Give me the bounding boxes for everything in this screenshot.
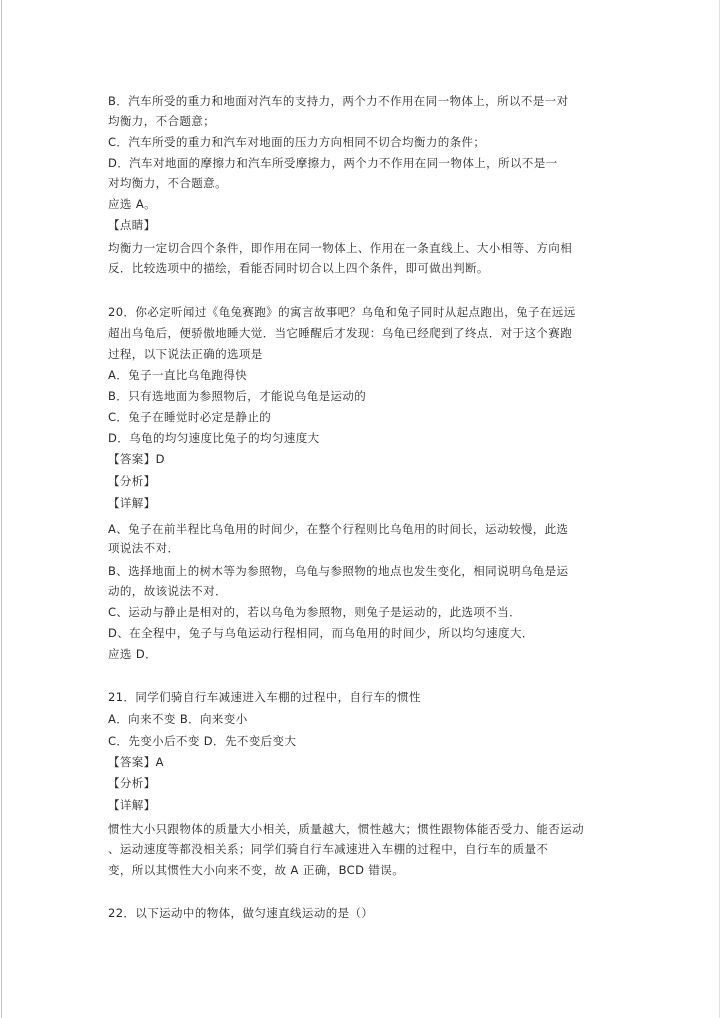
q21-options-cd: C．先变小后不变 D．先不变后变大 xyxy=(108,734,297,748)
q20-option-c: C．兔子在睡觉时必定是静止的 xyxy=(108,410,272,424)
q19-option-b-line2: 均衡力，不合题意； xyxy=(108,114,216,128)
q20-stem-line1: 20．你必定听闻过《龟兔赛跑》的寓言故事吧？乌龟和兔子同时从起点跑出，兔子在远远 xyxy=(108,305,576,319)
q20-detail-a-line2: 项说法不对． xyxy=(108,541,180,555)
q19-tip-heading: 【点睛】 xyxy=(108,218,156,232)
q20-detail-heading: 【详解】 xyxy=(108,496,156,510)
q20-detail-b-line1: B、选择地面上的树木等为参照物，乌龟与参照物的地点也发生变化，相同说明乌龟是运 xyxy=(108,564,569,578)
q20-stem-line2: 超出乌龟后，便骄傲地睡大觉．当它睡醒后才发现：乌龟已经爬到了终点．对于这个赛跑 xyxy=(108,326,573,340)
q21-analysis-heading: 【分析】 xyxy=(108,776,156,790)
q20-option-d: D．乌龟的均匀速度比兔子的均匀速度大 xyxy=(108,431,320,445)
q19-tip-line1: 均衡力一定切合四个条件，即作用在同一物体上、作用在一条直线上、大小相等、方向相 xyxy=(108,241,573,255)
q19-answer-choice: 应选 A。 xyxy=(108,197,157,211)
q20-option-b: B．只有选地面为参照物后，才能说乌龟是运动的 xyxy=(108,389,367,403)
q20-answer-choice: 应选 D． xyxy=(108,647,158,661)
q21-detail-line3: 变，所以其惯性大小向来不变，故 A 正确，BCD 错误。 xyxy=(108,863,405,877)
q20-detail-b-line2: 动的，故该说法不对． xyxy=(108,584,227,598)
q20-detail-c: C、运动与静止是相对的，若以乌龟为参照物，则兔子是运动的，此选项不当． xyxy=(108,605,522,619)
q20-answer: 【答案】D xyxy=(108,452,165,466)
q19-option-d-line1: D．汽车对地面的摩擦力和汽车所受摩擦力，两个力不作用在同一物体上，所以不是一 xyxy=(108,156,558,170)
q20-stem-line3: 过程，以下说法正确的选项是 xyxy=(108,347,263,361)
q20-detail-a-line1: A、兔子在前半程比乌龟用的时间少，在整个行程则比乌龟用的时间长，运动较慢，此选 xyxy=(108,522,569,536)
q21-detail-line2: 、运动速度等都没相关系；同学们骑自行车减速进入车棚的过程中，自行车的质量不 xyxy=(108,842,549,856)
q21-answer: 【答案】A xyxy=(108,755,164,769)
q19-option-c: C．汽车所受的重力和汽车对地面的压力方向相同不切合均衡力的条件； xyxy=(108,135,486,149)
q21-options-ab: A．向来不变 B．向来变小 xyxy=(108,712,248,726)
q19-tip-line2: 反．比较选项中的描绘，看能否同时切合以上四个条件，即可做出判断。 xyxy=(108,261,489,275)
q21-detail-heading: 【详解】 xyxy=(108,798,156,812)
q19-option-b-line1: B．汽车所受的重力和地面对汽车的支持力，两个力不作用在同一物体上，所以不是一对 xyxy=(108,94,569,108)
q22-stem: 22．以下运动中的物体，做匀速直线运动的是（） xyxy=(108,906,374,920)
q21-detail-line1: 惯性大小只跟物体的质量大小相关，质量越大，惯性越大；惯性跟物体能否受力、能否运动 xyxy=(108,822,584,836)
q20-detail-d: D、在全程中，兔子与乌龟运动行程相同，而乌龟用的时间少，所以均匀速度大． xyxy=(108,626,534,640)
q19-option-d-line2: 对均衡力，不合题意。 xyxy=(108,176,227,190)
q21-stem: 21．同学们骑自行车减速进入车棚的过程中，自行车的惯性 xyxy=(108,690,421,704)
q20-option-a: A．兔子一直比乌龟跑得快 xyxy=(108,368,248,382)
q20-analysis-heading: 【分析】 xyxy=(108,474,156,488)
